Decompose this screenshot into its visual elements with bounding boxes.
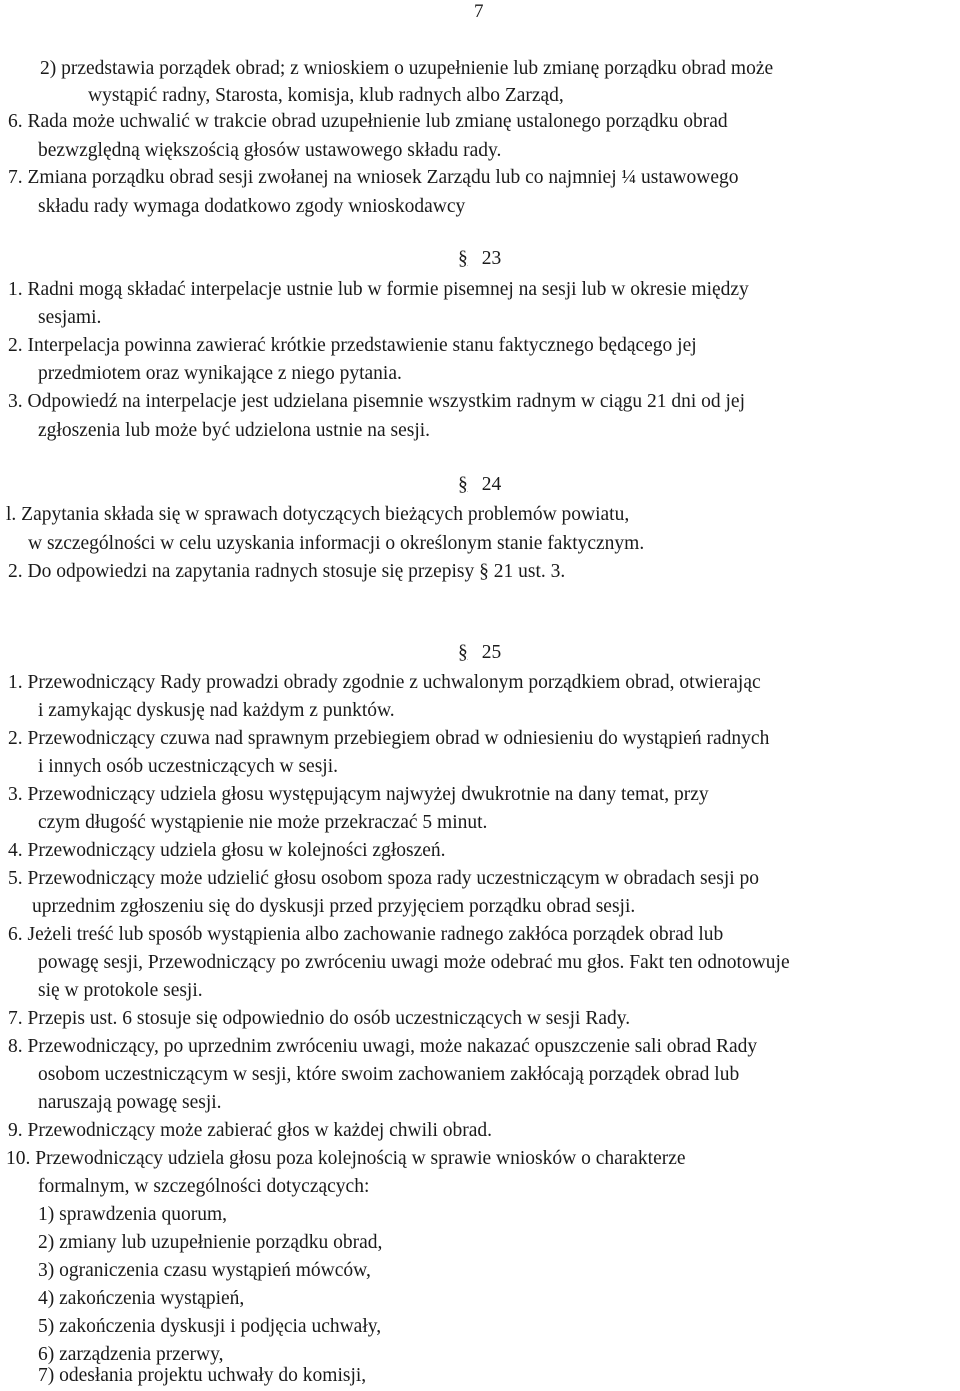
text-line: 1. Radni mogą składać interpelacje ustnie lub w formie pisemnej na sesji lub w okresie między bbox=[8, 279, 749, 300]
text-line: 7. Zmiana porządku obrad sesji zwołanej na wniosek Zarządu lub co najmniej ¼ ustawowego bbox=[8, 167, 739, 188]
text-line: 8. Przewodniczący, po uprzednim zwróceniu uwagi, może nakazać opuszczenie sali obrad Rady bbox=[8, 1036, 758, 1057]
text-line: 3. Odpowiedź na interpelacje jest udzielana pisemnie wszystkim radnym w ciągu 21 dni od jej bbox=[8, 391, 746, 412]
text-line: w szczególności w celu uzyskania informacji o określonym stanie faktycznym. bbox=[28, 533, 645, 554]
text-line: 5. Przewodniczący może udzielić głosu osobom spoza rady uczestniczącym w obradach sesji po bbox=[8, 868, 760, 889]
list-item: 6) zarządzenia przerwy, bbox=[38, 1344, 224, 1365]
list-item: 7) odesłania projektu uchwały do komisji, bbox=[38, 1365, 367, 1386]
text-line: powagę sesji, Przewodniczący po zwróceniu uwagi może odebrać mu głos. Fakt ten odnotowuje bbox=[38, 952, 790, 973]
text-line: 6. Rada może uchwalić w trakcie obrad uzupełnienie lub zmianę ustalonego porządku obrad bbox=[8, 111, 728, 132]
text-line: 9. Przewodniczący może zabierać głos w każdej chwili obrad. bbox=[8, 1120, 493, 1141]
text-line: wystąpić radny, Starosta, komisja, klub radnych albo Zarząd, bbox=[88, 85, 564, 106]
list-item: 1) sprawdzenia quorum, bbox=[38, 1204, 227, 1225]
text-line: 1. Przewodniczący Rady prowadzi obrady zgodnie z uchwalonym porządkiem obrad, otwierając bbox=[8, 672, 761, 693]
text-line: 2. Przewodniczący czuwa nad sprawnym przebiegiem obrad w odniesieniu do wystąpień radnych bbox=[8, 728, 770, 749]
section-number: 23 bbox=[481, 248, 502, 269]
text-line: sesjami. bbox=[38, 307, 102, 328]
text-line: i zamykając dyskusję nad każdym z punktów. bbox=[38, 700, 395, 721]
section-heading bbox=[458, 639, 501, 667]
section-symbol: § bbox=[458, 248, 468, 269]
text-line: zgłoszenia lub może być udzielona ustnie na sesji. bbox=[38, 420, 431, 441]
text-line: naruszają powagę sesji. bbox=[38, 1092, 222, 1113]
text-line: 4. Przewodniczący udziela głosu w kolejności zgłoszeń. bbox=[8, 840, 446, 861]
section-symbol: § bbox=[458, 642, 468, 663]
text-line: 10. Przewodniczący udziela głosu poza kolejnością w sprawie wniosków o charakterze bbox=[6, 1148, 686, 1169]
text-line: 2) przedstawia porządek obrad; z wnioskiem o uzupełnienie lub zmianę porządku obrad może bbox=[40, 58, 774, 79]
section-heading bbox=[458, 471, 501, 499]
list-item: 2) zmiany lub uzupełnienie porządku obrad, bbox=[38, 1232, 383, 1253]
text-line: bezwzględną większością głosów ustawowego składu rady. bbox=[38, 140, 502, 161]
text-line: osobom uczestniczącym w sesji, które swoim zachowaniem zakłócają porządek obrad lub bbox=[38, 1064, 740, 1085]
list-item: 3) ograniczenia czasu wystąpień mówców, bbox=[38, 1260, 371, 1281]
list-item: 5) zakończenia dyskusji i podjęcia uchwały, bbox=[38, 1316, 382, 1337]
text-line: 7. Przepis ust. 6 stosuje się odpowiednio do osób uczestniczących w sesji Rady. bbox=[8, 1008, 631, 1029]
text-line: formalnym, w szczególności dotyczących: bbox=[38, 1176, 370, 1197]
text-line: uprzednim zgłoszeniu się do dyskusji przed przyjęciem porządku obrad sesji. bbox=[32, 896, 636, 917]
page-number: 7 bbox=[474, 1, 484, 22]
text-line: 3. Przewodniczący udziela głosu występującym najwyżej dwukrotnie na dany temat, przy bbox=[8, 784, 709, 805]
section-symbol: § bbox=[458, 474, 468, 495]
section-number: 25 bbox=[481, 642, 502, 663]
text-line: 2. Do odpowiedzi na zapytania radnych stosuje się przepisy § 21 ust. 3. bbox=[8, 561, 566, 582]
text-line: 2. Interpelacja powinna zawierać krótkie przedstawienie stanu faktycznego będącego jej bbox=[8, 335, 697, 356]
text-line: składu rady wymaga dodatkowo zgody wnioskodawcy bbox=[38, 196, 466, 217]
list-item: 4) zakończenia wystąpień, bbox=[38, 1288, 245, 1309]
text-line: l. Zapytania składa się w sprawach dotyczących bieżących problemów powiatu, bbox=[6, 504, 630, 525]
text-line: czym długość wystąpienie nie może przekraczać 5 minut. bbox=[38, 812, 488, 833]
text-line: przedmiotem oraz wynikające z niego pytania. bbox=[38, 363, 402, 384]
section-heading bbox=[458, 245, 501, 273]
section-number: 24 bbox=[481, 474, 502, 495]
text-line: 6. Jeżeli treść lub sposób wystąpienia albo zachowanie radnego zakłóca porządek obrad lub bbox=[8, 924, 724, 945]
text-line: się w protokole sesji. bbox=[38, 980, 203, 1001]
text-line: i innych osób uczestniczących w sesji. bbox=[38, 756, 338, 777]
